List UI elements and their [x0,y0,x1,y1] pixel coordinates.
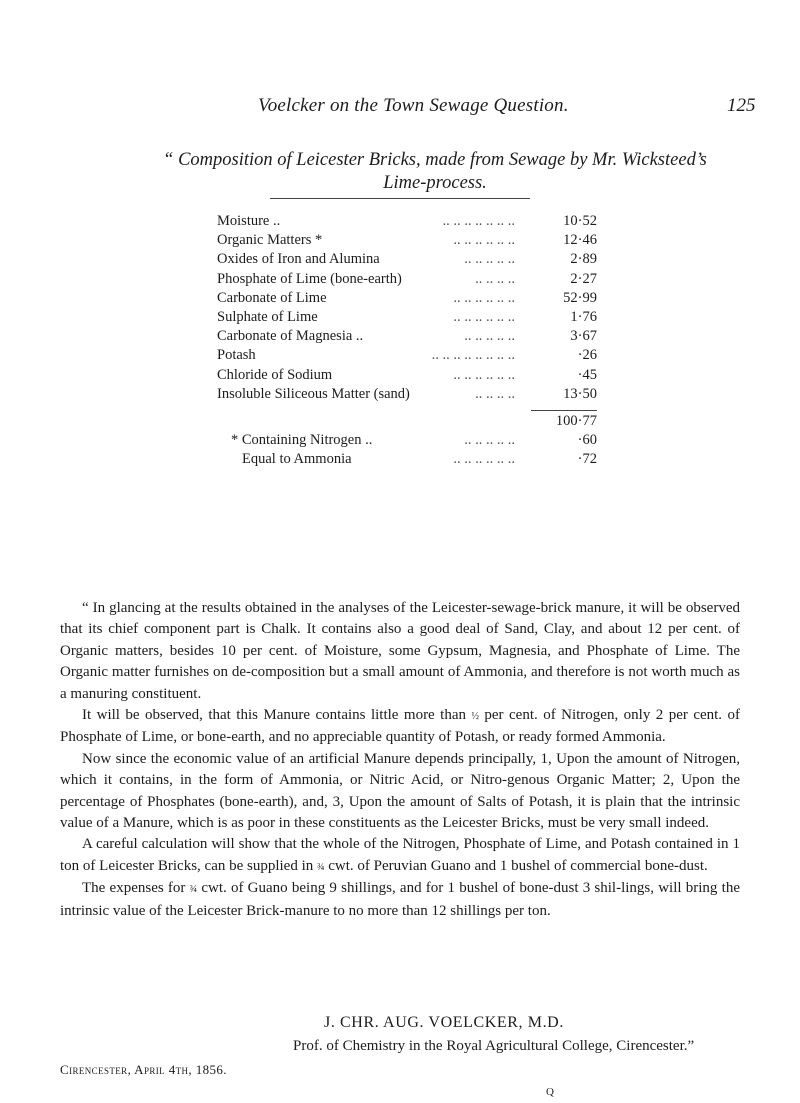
row-value: 10·52 [563,213,597,229]
leader-dots: .. .. .. .. .. .. [453,366,515,383]
footnote-value: ·60 [577,432,597,449]
row-value: ·26 [577,347,597,364]
title-rule [270,198,530,199]
paragraph-5-part-a: The expenses for [82,880,190,897]
paragraph-4 [60,834,740,878]
row-value: 52·99 [563,289,597,306]
composition-table [217,212,597,469]
page-number: 125 [727,95,756,116]
row-label: Carbonate of Lime [217,289,327,306]
table-title-line-1: “ Composition of Leicester Bricks, made from Sewage by Mr. Wicksteed’s [163,150,707,170]
footnote-label: * Containing Nitrogen .. [231,432,373,449]
row-label: Insoluble Siliceous Matter (sand) [217,385,410,402]
leader-dots: .. .. .. .. .. .. .. [442,213,515,229]
signature-mark: Q [546,1086,554,1098]
row-label: Sulphate of Lime [217,308,318,325]
row-value: ·45 [577,366,597,383]
leader-dots: .. .. .. .. .. [464,328,515,345]
row-label: Oxides of Iron and Alumina [217,251,380,268]
table-row-magnesia [217,327,597,346]
row-label: Carbonate of Magnesia .. [217,328,364,345]
fraction-three-quarters: ¾ [317,861,325,873]
row-label: Chloride of Sodium [217,366,333,383]
table-row-moisture [217,212,597,231]
table-row-organic-matters [217,231,597,250]
place-date: Cirencester, April 4th, 1856. [60,1062,227,1077]
table-row-oxides [217,250,597,269]
table-row-carbonate-lime [217,289,597,308]
table-row-phosphate [217,270,597,289]
table-title [155,149,715,195]
table-row-sulphate [217,308,597,327]
footnote-row-ammonia [217,450,597,469]
leader-dots: .. .. .. .. .. .. [453,289,515,306]
table-row-potash [217,346,597,365]
paragraph-4-part-a: A careful calculation will show that the whole of the Nitrogen, Phosphate of Lime, and Potash contained in 1 ton of Leicester Bricks, can be supplied in [60,836,740,874]
table-row-chloride [217,366,597,385]
row-value: 13·50 [563,385,597,402]
body-text [60,598,740,922]
leader-dots: .. .. .. .. .. .. [453,451,515,468]
total-value: 100·77 [555,412,597,429]
paragraph-5-part-b: cwt. of Guano being 9 shillings, and for 1 bushel of bone-dust 3 shil-lings, will bring the intrinsic value of the Leicester Brick-manure to no more than 12 shillings per ton. [60,880,740,919]
paragraph-2-part-a: It will be observed, that this Manure contains little more than [82,707,472,724]
table-title-line-2: Lime-process. [383,173,487,193]
author-name: J. CHR. AUG. VOELCKER, M.D. [324,1014,564,1031]
row-label: Phosphate of Lime (bone-earth) [217,270,402,287]
running-header [0,95,800,121]
footnote-row-nitrogen [217,431,597,450]
paragraph-4-part-b: cwt. of Peruvian Guano and 1 bushel of commercial bone-dust. [324,857,708,874]
fraction-half: ½ [471,711,479,723]
row-label: Moisture .. [217,213,281,229]
paragraph-2-part-b: per cent. of Nitrogen, only 2 per cent. of Phosphate of Lime, or bone-earth, and no appreciable quantity of Potash, or ready formed Ammonia. [60,707,741,746]
paragraph-1: “ In glancing at the results obtained in the analyses of the Leicester-sewage-brick manure, it will be observed that its chief component part is Chalk. It contains also a good deal of Sand, Clay, and about 12 per cent. of Organic matters, besides 10 per cent. of Moisture, some Gypsum, Magnesia, and Phosphate of Lime. The Organic matter furnishes on de-composition but a small amount of Ammonia, and therefore is not worth much as a manuring constituent. [60,600,740,702]
leader-dots: .. .. .. .. [475,385,515,402]
fraction-three-quarters: ¾ [189,884,198,896]
leader-dots: .. .. .. .. .. .. [453,308,515,325]
paragraph-3: Now since the economic value of an artificial Manure depends principally, 1, Upon the amount of Nitrogen, which it contains, in the form of Ammonia, or Nitric Acid, or Nitro-genous Organic Matter; 2, Upon the percentage of Phosphates (bone-earth), and, 3, Upon the amount of Salts of Potash, it is plain that the intrinsic value of a Manure, which is as poor in these constituents as the Leicester Bricks, must be very small indeed. [60,750,740,832]
leader-dots: .. .. .. .. .. [464,432,515,449]
leader-dots: .. .. .. .. .. [464,251,515,268]
row-value: 12·46 [563,232,597,249]
total-rule-row [217,404,597,412]
footnote-label: Equal to Ammonia [242,451,352,468]
table-row-total [217,412,597,431]
row-value: 2·27 [570,270,597,287]
running-title: Voelcker on the Town Sewage Question. [258,95,569,116]
leader-dots: .. .. .. .. .. .. .. .. [431,347,515,364]
table-row-insoluble [217,385,597,404]
footnote-value: ·72 [577,451,597,468]
row-label: Potash [217,347,256,364]
paragraph-2 [60,705,740,749]
leader-dots: .. .. .. .. .. .. [453,232,515,249]
author-title: Prof. of Chemistry in the Royal Agricultural College, Cirencester.” [293,1038,695,1054]
row-value: 1·76 [570,308,597,325]
row-value: 2·89 [570,251,597,268]
row-label: Organic Matters * [217,232,323,249]
total-rule [531,410,597,411]
paragraph-5 [60,878,740,922]
leader-dots: .. .. .. .. [475,270,515,287]
row-value: 3·67 [570,328,597,345]
